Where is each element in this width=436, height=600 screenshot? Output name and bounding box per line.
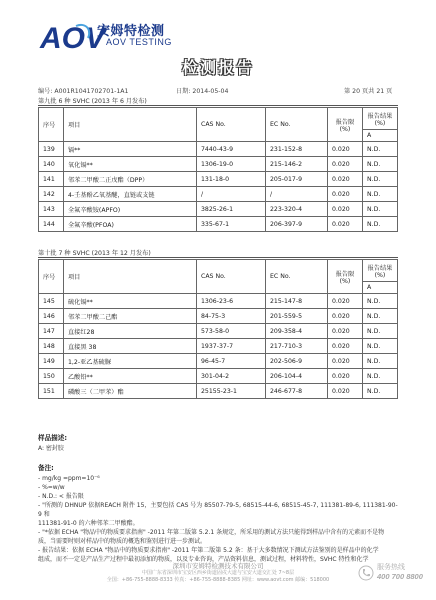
remark-line: 111381-91-0 的六种邻苯二甲酸酯。 xyxy=(38,520,139,527)
remark-line: - "*依据 ECHA "物品中的物质要求指南" -2011 年第二版第 5.2.1 条规定，所采用的测试方法只能得到样品中含有的元素而不是物 xyxy=(38,529,385,536)
col-header-result: 报告结果 (%) xyxy=(363,108,398,130)
cell-no: 141 xyxy=(39,172,64,187)
cell-ec-no: 206-397-9 xyxy=(266,217,328,232)
table1-title: 第九批 6 种 SVHC (2013 年 6 月发布) xyxy=(38,98,147,105)
col-header-item: 项目 xyxy=(64,260,197,294)
cell-cas-no: 301-04-2 xyxy=(197,369,266,384)
cell-cas-no: 7440-43-9 xyxy=(197,142,266,157)
cell-no: 148 xyxy=(39,339,64,354)
cell-ec-no: 202-506-9 xyxy=(266,354,328,369)
cell-item: 1,2-亚乙基硫脲 xyxy=(64,354,197,369)
cell-result: N.D. xyxy=(363,294,398,309)
cell-cas-no: 335-67-1 xyxy=(197,217,266,232)
cell-result: N.D. xyxy=(363,217,398,232)
cell-ec-no: 231-152-8 xyxy=(266,142,328,157)
remark-line: - 报告结果：依据 ECHA "物品中的物质要求指南" -2011 年第二版第 5.2 条：基于大多数情况下测试方法鉴别的是样品中的化学 xyxy=(38,547,379,554)
cell-limit: 0.020 xyxy=(328,294,363,309)
brand-english-name: AOV TESTING xyxy=(106,37,172,47)
cell-limit: 0.020 xyxy=(328,339,363,354)
table-header-row xyxy=(39,260,398,282)
divider xyxy=(38,257,398,258)
table-row xyxy=(39,384,398,399)
cell-result: N.D. xyxy=(363,157,398,172)
cell-ec-no: 205-017-9 xyxy=(266,172,328,187)
footer-address: 中国广东省深圳市宝安区西乡街道固戍大道与宝安大道交汇处 7~8层 xyxy=(141,570,295,576)
sample-desc-text: A: 密封胶 xyxy=(38,445,64,452)
cell-ec-no: / xyxy=(266,187,328,202)
cell-cas-no: 96-45-7 xyxy=(197,354,266,369)
cell-no: 139 xyxy=(39,142,64,157)
table-row xyxy=(39,294,398,309)
cell-cas-no: 3825-26-1 xyxy=(197,202,266,217)
remark-line: - %=w/w xyxy=(38,484,65,491)
cell-limit: 0.020 xyxy=(328,217,363,232)
cell-limit: 0.020 xyxy=(328,354,363,369)
cell-result: N.D. xyxy=(363,354,398,369)
table-row xyxy=(39,354,398,369)
table2-title: 第十批 7 种 SVHC (2013 年 12 月发布) xyxy=(38,250,151,257)
cell-no: 149 xyxy=(39,354,64,369)
cell-result: N.D. xyxy=(363,384,398,399)
col-header-cas: CAS No. xyxy=(197,108,266,142)
remark-line: - "所测的 DHNUP 依据REACH 附件 15，主要包括 CAS 号为 85507-79-5, 68515-44-6, 68515-45-7, 111381-89-6, 111381-90-9 和 xyxy=(38,502,398,518)
cell-no: 143 xyxy=(39,202,64,217)
cell-cas-no: / xyxy=(197,187,266,202)
remark-line: - mg/kg =ppm=10⁻⁶ xyxy=(38,475,100,482)
svg-text:AOV: AOV xyxy=(40,22,106,55)
cell-no: 147 xyxy=(39,324,64,339)
hotline-number: 400 700 8800 xyxy=(377,572,423,581)
cell-item: 4-壬基酚乙氧基醚，直链或支链 xyxy=(64,187,197,202)
cell-no: 146 xyxy=(39,309,64,324)
cell-cas-no: 131-18-0 xyxy=(197,172,266,187)
table-row xyxy=(39,172,398,187)
table-row xyxy=(39,217,398,232)
svhc-table-batch9 xyxy=(38,107,398,232)
cell-limit: 0.020 xyxy=(328,369,363,384)
cell-item: 磷酸三（二甲苯）酯 xyxy=(64,384,197,399)
cell-result: N.D. xyxy=(363,324,398,339)
col-header-cas: CAS No. xyxy=(197,260,266,294)
brand-chinese-name: 安姆特检测 xyxy=(97,24,165,39)
cell-cas-no: 1306-23-6 xyxy=(197,294,266,309)
table-row xyxy=(39,309,398,324)
cell-limit: 0.020 xyxy=(328,187,363,202)
page-number: 第 20 页共 21 页 xyxy=(344,88,393,95)
cell-ec-no: 201-559-5 xyxy=(266,309,328,324)
report-title: 检测报告 xyxy=(181,58,254,77)
table-row xyxy=(39,187,398,202)
cell-ec-no: 215-146-2 xyxy=(266,157,328,172)
remark-line: 质，当需要时则对样品中的物质的概选和鉴别进行进一步测试。 xyxy=(38,538,207,545)
table-row xyxy=(39,369,398,384)
cell-limit: 0.020 xyxy=(328,157,363,172)
remarks-heading: 备注: xyxy=(38,464,54,472)
cell-result: N.D. xyxy=(363,142,398,157)
cell-item: 乙酸铅** xyxy=(64,369,197,384)
cell-no: 151 xyxy=(39,384,64,399)
hotline-label: 服务热线 xyxy=(377,563,405,571)
cell-limit: 0.020 xyxy=(328,202,363,217)
cell-cas-no: 25155-23-1 xyxy=(197,384,266,399)
report-number: 编号: A001R1041702701-1A1 xyxy=(38,88,129,95)
cell-item: 直接黑 38 xyxy=(64,339,197,354)
col-header-sample: A xyxy=(363,130,398,142)
remark-line: - N.D.: < 报告限 xyxy=(38,493,84,500)
cell-no: 140 xyxy=(39,157,64,172)
aov-logo-icon xyxy=(40,18,106,55)
cell-ec-no: 246-677-8 xyxy=(266,384,328,399)
cell-ec-no: 223-320-4 xyxy=(266,202,328,217)
cell-result: N.D. xyxy=(363,202,398,217)
cell-cas-no: 1306-19-0 xyxy=(197,157,266,172)
cell-item: 氧化镉** xyxy=(64,157,197,172)
cell-no: 150 xyxy=(39,369,64,384)
col-header-ec: EC No. xyxy=(266,260,328,294)
col-header-result: 报告结果 (%) xyxy=(363,260,398,282)
remark-line: 组成，而不一定是产品生产过程中最初添加的物质，以及专业咨询，产品资料信息，测试过程，材料特性，SVHC 特性和化学 xyxy=(38,556,369,563)
cell-ec-no: 209-358-4 xyxy=(266,324,328,339)
cell-result: N.D. xyxy=(363,309,398,324)
cell-limit: 0.020 xyxy=(328,309,363,324)
svhc-table-batch10 xyxy=(38,259,398,399)
col-header-limit: 报告限 (%) xyxy=(328,108,363,142)
footer-company: 深圳市安姆特检测技术有限公司 xyxy=(172,562,264,570)
cell-result: N.D. xyxy=(363,339,398,354)
table-row xyxy=(39,157,398,172)
cell-ec-no: 206-104-4 xyxy=(266,369,328,384)
phone-icon xyxy=(358,565,374,581)
hotline-badge xyxy=(358,561,428,591)
table-header-row xyxy=(39,108,398,130)
sample-desc-heading: 样品描述: xyxy=(38,434,68,442)
cell-item: 硫化镉** xyxy=(64,294,197,309)
col-header-item: 项目 xyxy=(64,108,197,142)
cell-item: 直接红28 xyxy=(64,324,197,339)
table-row xyxy=(39,324,398,339)
cell-cas-no: 84-75-3 xyxy=(197,309,266,324)
remarks-list xyxy=(38,474,400,564)
cell-item: 全氟辛酸铵(APFO) xyxy=(64,202,197,217)
cell-item: 邻苯二甲酸二正戊酯（DPP） xyxy=(64,172,197,187)
table-row xyxy=(39,339,398,354)
col-header-no: 序号 xyxy=(39,260,64,294)
col-header-no: 序号 xyxy=(39,108,64,142)
cell-result: N.D. xyxy=(363,172,398,187)
cell-item: 全氟辛酸(PFOA) xyxy=(64,217,197,232)
table-row xyxy=(39,142,398,157)
cell-item: 邻苯二甲酸二己酯 xyxy=(64,309,197,324)
cell-limit: 0.020 xyxy=(328,384,363,399)
cell-cas-no: 573-58-0 xyxy=(197,324,266,339)
cell-result: N.D. xyxy=(363,187,398,202)
report-date: 日期: 2014-05-04 xyxy=(176,88,229,95)
cell-ec-no: 215-147-8 xyxy=(266,294,328,309)
cell-ec-no: 217-710-3 xyxy=(266,339,328,354)
cell-limit: 0.020 xyxy=(328,172,363,187)
col-header-ec: EC No. xyxy=(266,108,328,142)
cell-result: N.D. xyxy=(363,369,398,384)
cell-limit: 0.020 xyxy=(328,142,363,157)
cell-cas-no: 1937-37-7 xyxy=(197,339,266,354)
footer-contact: 全国：+86-755-8888-8333 传真：+86-755-8888-8385 网址：www.aovt.com 邮编：518000 xyxy=(106,577,330,583)
cell-no: 144 xyxy=(39,217,64,232)
cell-item: 镉** xyxy=(64,142,197,157)
cell-no: 145 xyxy=(39,294,64,309)
col-header-sample: A xyxy=(363,282,398,294)
col-header-limit: 报告限 (%) xyxy=(328,260,363,294)
divider xyxy=(38,105,398,106)
table-row xyxy=(39,202,398,217)
cell-limit: 0.020 xyxy=(328,324,363,339)
cell-no: 142 xyxy=(39,187,64,202)
